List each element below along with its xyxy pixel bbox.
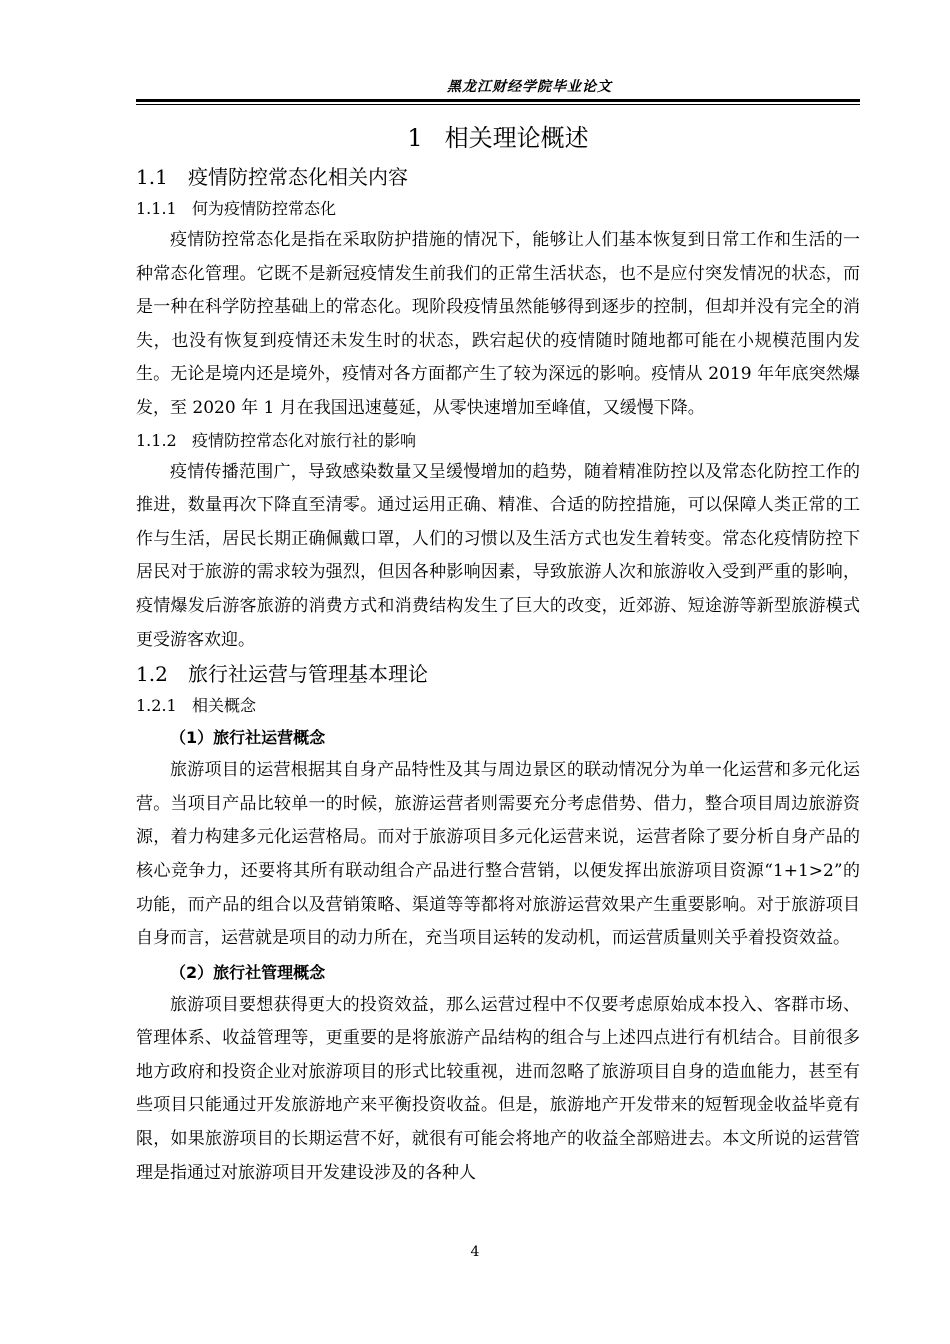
subsection-heading-1-1-2 <box>136 426 860 456</box>
subsection-heading-1-2-1 <box>136 691 860 721</box>
section-number: 1.1 <box>136 165 168 189</box>
section-title: 疫情防控常态化相关内容 <box>188 165 408 189</box>
paragraph-operation-concept: 旅游项目的运营根据其自身产品特性及其与周边景区的联动情况分为单一化运营和多元化运营。当项目产品比较单一的时候，旅游运营者则需要充分考虑借势、借力，整合项目周边旅游资源，着力构建多元化运营格局。而对于旅游项目多元化运营来说，运营者除了要分析自身产品的核心竞争力，还要将其所有联动组合产品进行整合营销，以便发挥出旅游项目资源“1+1>2”的功能，而产品的组合以及营销策略、渠道等等都将对旅游运营效果产生重要影响。对于旅游项目自身而言，运营就是项目的动力所在，充当项目运转的发动机，而运营质量则关乎着投资效益。 <box>136 760 860 949</box>
section-number: 1.2 <box>136 662 168 687</box>
paragraph-1-1-1: 疫情防控常态化是指在采取防护措施的情况下，能够让人们基本恢复到日常工作和生活的一种常态化管理。它既不是新冠疫情发生前我们的正常生活状态，也不是应付突发情况的状态，而是一种在科学防控基础上的常态化。现阶段疫情虽然能够得到逐步的控制，但却并没有完全的消失，也没有恢复到疫情还未发生时的状态，跌宕起伏的疫情随时随地都可能在小规模范围内发生。无论是境内还是境外，疫情对各方面都产生了较为深远的影响。疫情从 2019 年年底突然爆发，至 2020 年 1 月在我国迅速蔓延，从零快速增加至峰值，又缓慢下降。 <box>136 230 860 418</box>
subsection-title: 疫情防控常态化对旅行社的影响 <box>192 430 417 450</box>
page-number: 4 <box>470 1244 480 1260</box>
subsection-title: 何为疫情防控常态化 <box>192 199 337 218</box>
paragraph-management-concept: 旅游项目要想获得更大的投资效益，那么运营过程中不仅要考虑原始成本投入、客群市场、管理体系、收益管理等，更重要的是将旅游产品结构的组合与上述四点进行有机结合。目前很多地方政府和投资企业对旅游项目的形式比较重视，进而忽略了旅游项目自身的造血能力，甚至有些项目只能通过开发旅游地产来平衡投资收益。但是，旅游地产开发带来的短暂现金收益毕竟有限，如果旅游项目的长期运营不好，就很有可能会将地产的收益全部赔进去。本文所说的运营管理是指通过对旅游项目开发建设涉及的各种人 <box>136 994 860 1183</box>
running-header: 黑龙江财经学院毕业论文 <box>447 79 612 95</box>
subsection-title: 相关概念 <box>192 696 257 716</box>
header-rule-thin <box>136 104 860 105</box>
subheading-management-concept: （2）旅行社管理概念 <box>170 962 326 982</box>
section-heading-1-1 <box>136 160 860 194</box>
subsection-number: 1.2.1 <box>136 696 177 716</box>
page-body <box>136 118 860 1190</box>
subsection-number: 1.1.1 <box>136 199 177 218</box>
chapter-title-text: 相关理论概述 <box>444 124 589 152</box>
paragraph-1-1-2: 疫情传播范围广，导致感染数量又呈缓慢增加的趋势，随着精准防控以及常态化防控工作的推进，数量再次下降直至清零。通过运用正确、精准、合适的防控措施，可以保障人类正常的工作与生活，居民长期正确佩戴口罩，人们的习惯以及生活方式也发生着转变。常态化疫情防控下居民对于旅游的需求较为强烈，但因各种影响因素，导致旅游人次和旅游收入受到严重的影响，疫情爆发后游客旅游的消费方式和消费结构发生了巨大的改变，近郊游、短途游等新型旅游模式更受游客欢迎。 <box>136 461 860 650</box>
subsection-number: 1.1.2 <box>136 430 177 450</box>
chapter-number: 1 <box>407 124 423 152</box>
subsection-heading-1-1-1 <box>136 194 860 224</box>
subheading-operation-concept: （1）旅行社运营概念 <box>170 728 326 748</box>
header-rule-thick <box>136 99 860 102</box>
section-title: 旅行社运营与管理基本理论 <box>188 662 428 687</box>
chapter-title <box>136 118 860 158</box>
section-heading-1-2 <box>136 657 860 691</box>
